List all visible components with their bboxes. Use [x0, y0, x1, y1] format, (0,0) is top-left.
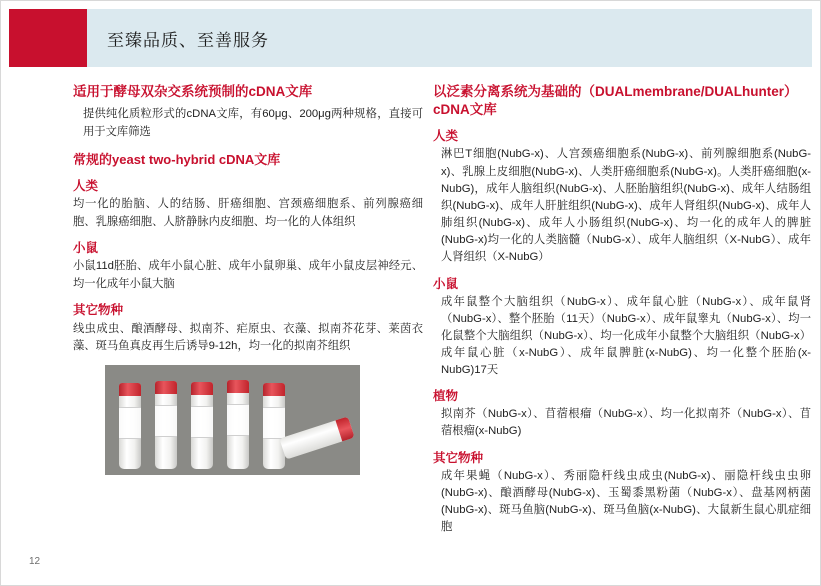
tube-cap: [263, 383, 285, 396]
right-column-title: 以泛素分离系统为基础的（DUALmembrane/DUALhunter）cDNA文库: [433, 84, 798, 118]
left-group-0-text: 均一化的胎脑、人的结肠、肝癌细胞、宫颈癌细胞系、前列腺癌细胞、乳腺癌细胞、人脐静脉内皮细胞、均一化的人体组织: [73, 198, 423, 228]
left-group-1-name: 小鼠: [73, 241, 99, 256]
tube-2: [155, 381, 177, 469]
right-group-1-text: 成年鼠整个大脑组织（NubG-x）、成年鼠心脏（NubG-x）、成年鼠肾（NubG-x）、整个胚胎（11天）（NubG-x）、成年鼠睾丸（NubG-x）、均一化鼠整个大脑组织（NubG-x）、均一化成年小鼠整个大脑组织（NubG-x）成年鼠心脏（x-NubG）、成年鼠脾脏(x-NubG)、均一化整个胚胎(x-NubG)17天: [441, 295, 811, 377]
left-column-intro: 提供纯化质粒形式的cDNA文库，有60μg、200μg两种规格，直接可用于文库筛选: [83, 108, 423, 138]
right-group-1-name: 小鼠: [433, 276, 459, 291]
red-accent-block: [9, 9, 87, 67]
tube-label: [155, 405, 177, 437]
left-group-2-text: 线虫成虫、酿酒酵母、拟南芥、疟原虫、衣藻、拟南芥花芽、莱茵衣藻、斑马鱼真皮再生后诱导9-12h，均一化的拟南芥组织: [73, 322, 423, 353]
left-group-1-text: 小鼠11d胚胎、成年小鼠心脏、成年小鼠卵巢、成年小鼠皮层神经元、均一化成年小鼠大脑: [73, 260, 423, 290]
tube-cap: [191, 382, 213, 395]
tube-label: [227, 404, 249, 436]
page-number: 12: [29, 556, 41, 567]
left-column-title: 适用于酵母双杂交系统预制的cDNA文库: [73, 84, 313, 99]
content-area: [1, 73, 821, 561]
page-title: 至臻品质、至善服务: [107, 30, 269, 50]
tube-lying: [279, 416, 354, 459]
tube-label: [263, 407, 285, 439]
tube-cap: [227, 380, 249, 393]
sample-tubes-photo: [105, 365, 360, 475]
right-column: [433, 83, 811, 538]
tube-cap: [155, 381, 177, 394]
tube-5: [263, 383, 285, 469]
tube-3: [191, 382, 213, 469]
right-group-3-text: 成年果蝇（NubG-x）、秀丽隐杆线虫成虫(NubG-x)、丽隐杆线虫虫卵(NubG-x)、酿酒酵母(NubG-x)、玉蜀黍黑粉菌（NubG-x）、盘基网柄菌(NubG-x)、斑马鱼脑(NubG-x)、斑马鱼脑(x-NubG)、大鼠新生鼠心肌症细胞: [441, 469, 811, 534]
left-group-0-name: 人类: [73, 178, 99, 193]
tube-4: [227, 380, 249, 469]
right-group-0-text: 淋巴T细胞(NubG-x)、人宫颈癌细胞系(NubG-x)、前列腺细胞系(NubG-x)、乳腺上皮细胞(NubG-x)、人类肝癌细胞系(NubG-x)。人类肝癌细胞(x-NubG)，成年人脑组织(NubG-x)、人胚胎脑组织(NubG-x)、成年人结肠组织(NubG-x)、成年人肝脏组织(NubG-x)、成年人肾组织(NubG-x)、成年人肺组织(NubG-x)、成年人小肠组织(NubG-x)、均一化的成年人的脾脏(NubG-x)均一化的人类脑髓（NubG-x）、成年人脑组织（X-NubG）、成年人肾组织（X-NubG）: [441, 148, 811, 264]
right-group-2-text: 拟南芥（NubG-x）、苜蓿根瘤（NubG-x）、均一化拟南芥（NubG-x）、苜蓿根瘤(x-NubG): [441, 408, 811, 438]
tube-cap: [335, 416, 354, 441]
right-group-0-name: 人类: [433, 129, 459, 144]
tube-cap: [119, 383, 141, 396]
header-banner: [87, 9, 812, 67]
right-group-3-name: 其它物种: [433, 450, 484, 465]
left-section-title: 常规的yeast two-hybrid cDNA文库: [73, 152, 281, 168]
tube-label: [191, 406, 213, 438]
right-group-2-name: 植物: [433, 389, 459, 404]
tube-1: [119, 383, 141, 469]
left-column: [73, 83, 423, 358]
tube-label: [119, 407, 141, 439]
left-group-2-name: 其它物种: [73, 303, 124, 318]
